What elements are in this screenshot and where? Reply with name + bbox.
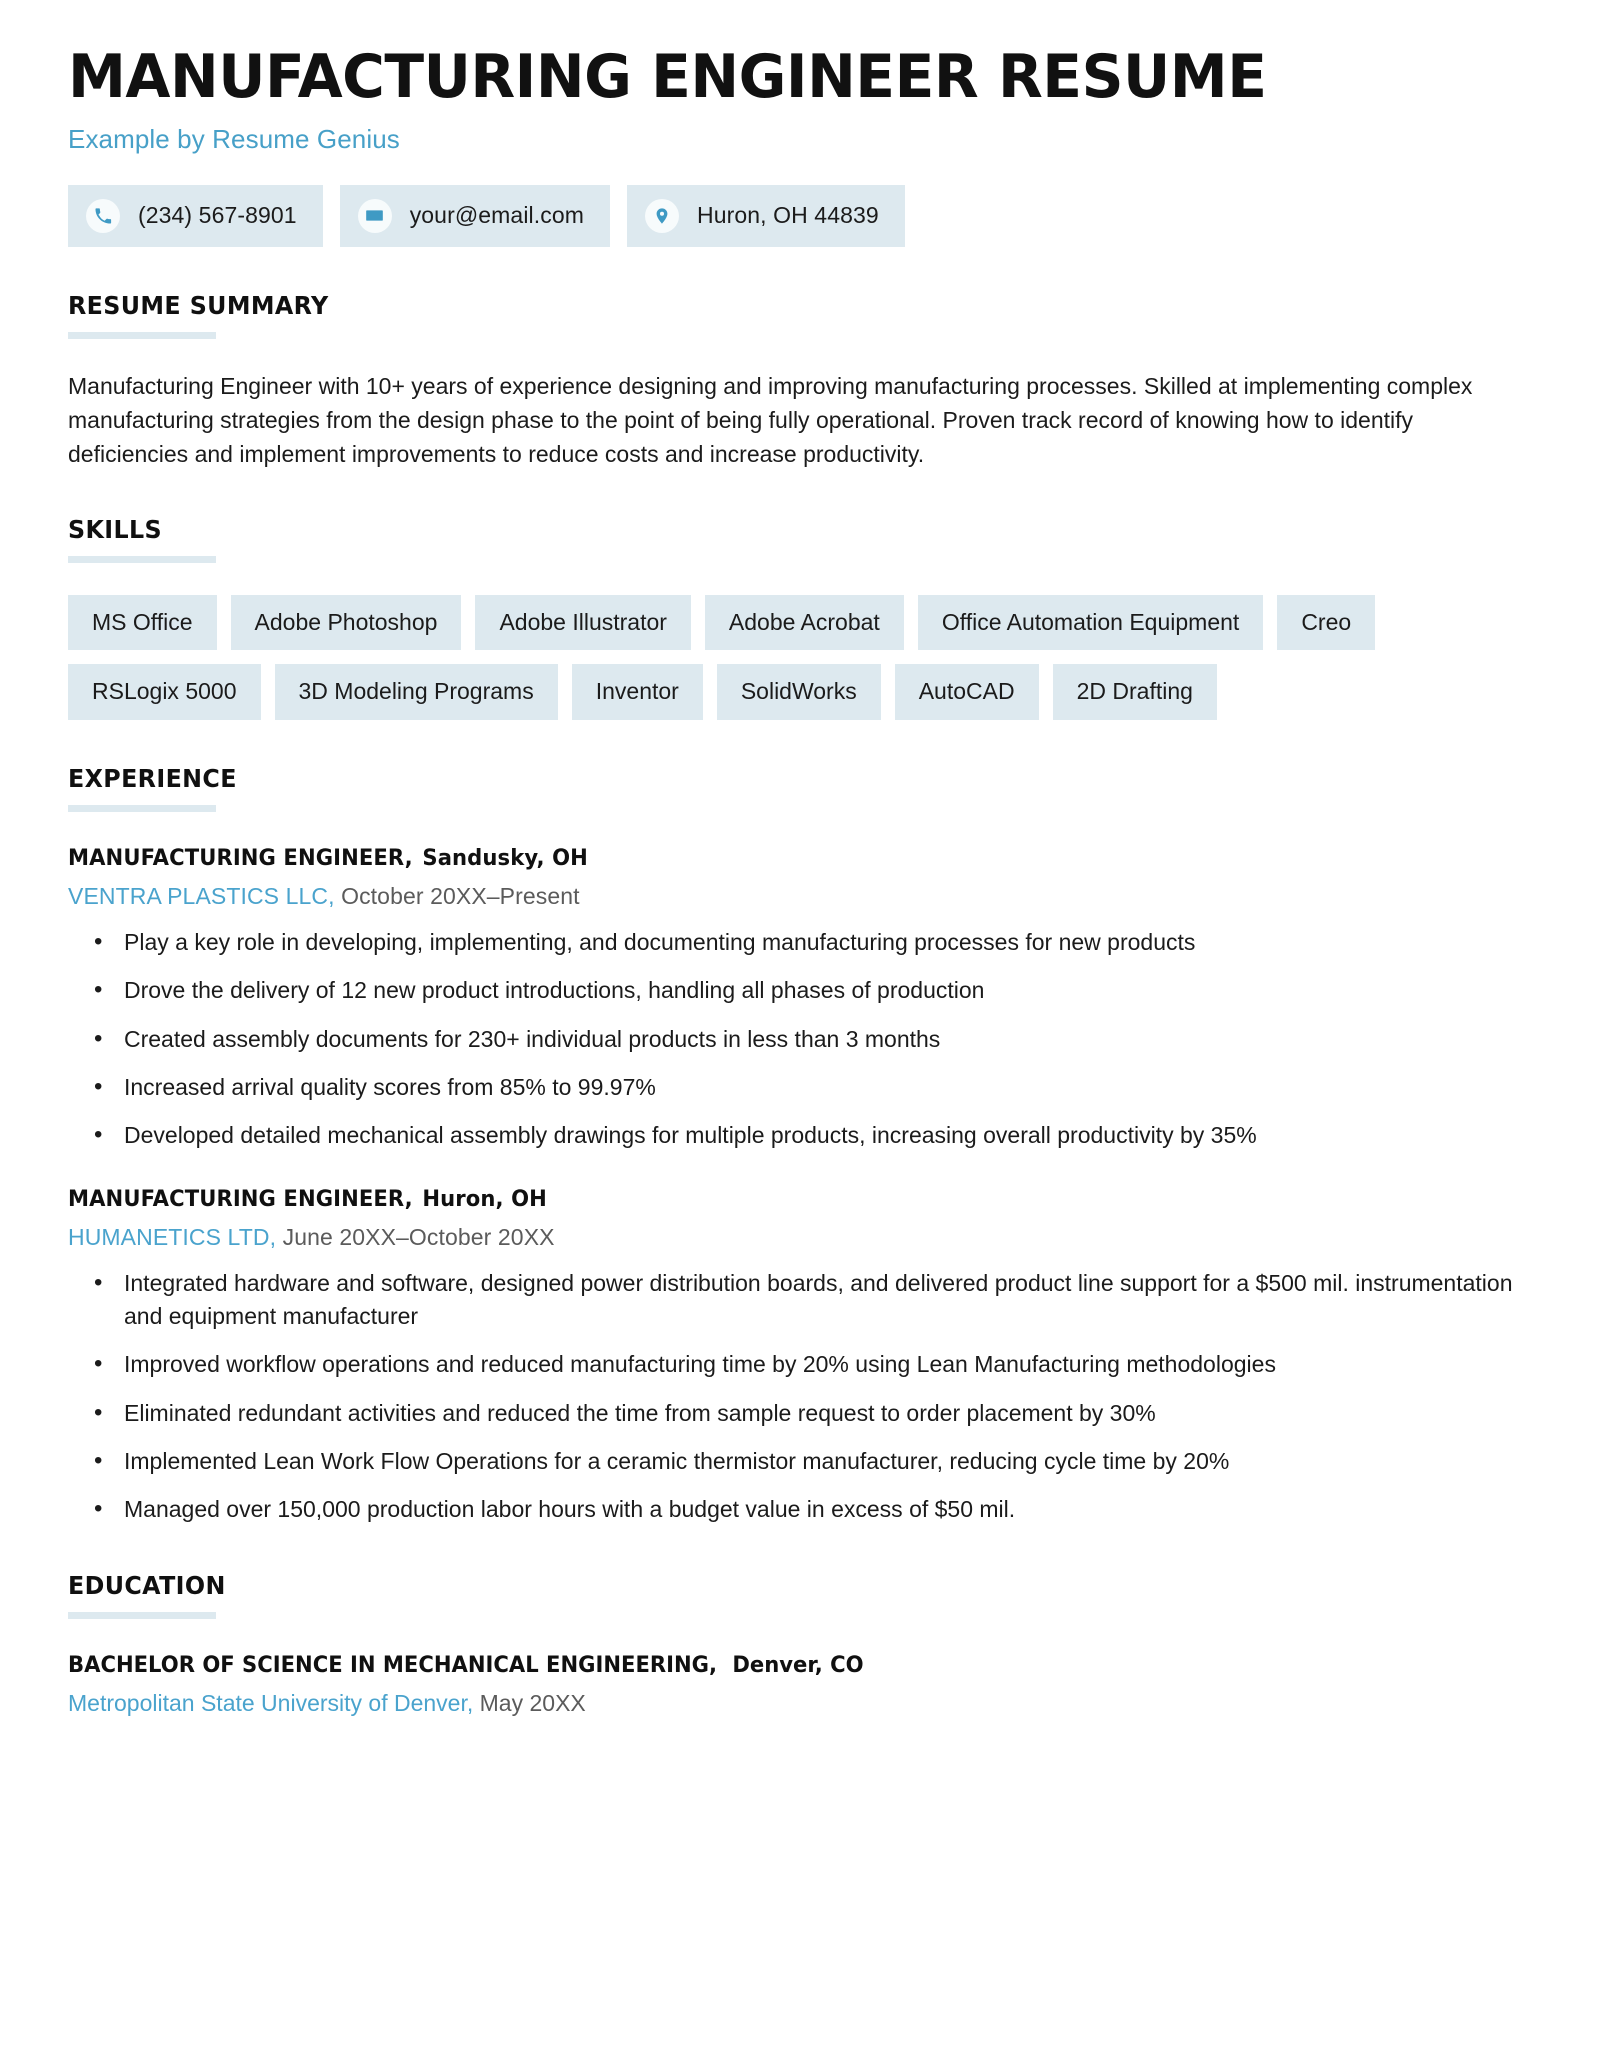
contact-email-value: your@email.com	[409, 202, 584, 229]
section-divider	[68, 805, 216, 812]
skill-pill: Adobe Acrobat	[705, 595, 904, 651]
job-company: HUMANETICS LTD,	[68, 1223, 277, 1250]
experience-entry	[68, 1187, 1538, 1527]
list-item: • Eliminated redundant activities and reduced the time from sample request to order placement by 30%	[124, 1397, 1524, 1430]
experience-entry	[68, 846, 1538, 1153]
section-skills	[68, 515, 1538, 720]
education-title-line	[68, 1653, 1479, 1678]
section-divider	[68, 1612, 216, 1619]
contact-item-location[interactable]	[627, 185, 905, 247]
skills-list	[68, 595, 1508, 720]
location-pin-icon	[645, 199, 679, 233]
page-title: MANUFACTURING ENGINEER RESUME	[68, 42, 1267, 112]
contact-item-email[interactable]	[340, 185, 610, 247]
section-divider	[68, 332, 216, 339]
list-item: • Increased arrival quality scores from 85% to 99.97%	[124, 1071, 1524, 1104]
phone-icon	[86, 199, 120, 233]
resume-summary-text: Manufacturing Engineer with 10+ years of experience designing and improving manufacturing processes. Skilled at implementing complex manufacturing strategies from the design phase to the point of being fully operational. Proven track record of knowing how to identify deficiencies and implement improvements to reduce costs and increase productivity.	[68, 372, 1473, 467]
job-title-line	[68, 846, 1479, 871]
section-heading-skills: SKILLS	[68, 514, 163, 544]
job-bullet-list	[68, 1267, 1538, 1527]
job-role: MANUFACTURING ENGINEER,	[68, 1186, 413, 1212]
skill-pill: RSLogix 5000	[68, 664, 261, 720]
list-item: • Drove the delivery of 12 new product introductions, handling all phases of production	[124, 974, 1524, 1007]
list-item: • Implemented Lean Work Flow Operations for a ceramic thermistor manufacturer, reducing cycle time by 20%	[124, 1445, 1524, 1478]
contact-bar	[68, 185, 1538, 247]
page-subtitle: Example by Resume Genius	[68, 123, 400, 154]
education-date: May 20XX	[479, 1689, 586, 1716]
section-experience	[68, 764, 1538, 1527]
education-school: Metropolitan State University of Denver,	[68, 1689, 474, 1716]
skill-pill: Adobe Photoshop	[231, 595, 462, 651]
contact-location-value: Huron, OH 44839	[696, 202, 879, 229]
job-company: VENTRA PLASTICS LLC,	[68, 882, 335, 909]
job-dates: October 20XX–Present	[341, 882, 580, 909]
education-degree: BACHELOR OF SCIENCE IN MECHANICAL ENGINEERING,	[68, 1652, 718, 1678]
job-meta-line	[68, 1224, 1538, 1251]
skill-pill: 3D Modeling Programs	[275, 664, 558, 720]
skill-pill: SolidWorks	[717, 664, 881, 720]
skill-pill: MS Office	[68, 595, 217, 651]
education-entry	[68, 1653, 1538, 1717]
list-item: • Improved workflow operations and reduced manufacturing time by 20% using Lean Manufacturing methodologies	[124, 1348, 1524, 1381]
list-item: • Developed detailed mechanical assembly drawings for multiple products, increasing overall productivity by 35%	[124, 1119, 1524, 1152]
job-location: Sandusky, OH	[422, 845, 588, 871]
list-item: • Managed over 150,000 production labor hours with a budget value in excess of $50 mil.	[124, 1493, 1524, 1526]
section-heading-resume-summary: RESUME SUMMARY	[68, 290, 329, 320]
skill-pill: Adobe Illustrator	[475, 595, 690, 651]
skill-pill: AutoCAD	[895, 664, 1039, 720]
contact-phone-value: (234) 567-8901	[138, 202, 297, 229]
contact-item-phone[interactable]	[68, 185, 323, 247]
envelope-icon	[358, 199, 392, 233]
job-bullet-list	[68, 926, 1538, 1153]
list-item: • Created assembly documents for 230+ individual products in less than 3 months	[124, 1023, 1524, 1056]
section-divider	[68, 556, 216, 563]
section-heading-experience: EXPERIENCE	[68, 763, 237, 793]
job-role: MANUFACTURING ENGINEER,	[68, 845, 413, 871]
skill-pill: Inventor	[572, 664, 703, 720]
list-item: • Play a key role in developing, implementing, and documenting manufacturing processes for new products	[124, 926, 1524, 959]
skill-pill: Creo	[1277, 595, 1375, 651]
section-resume-summary	[68, 291, 1538, 471]
education-meta-line	[68, 1690, 1538, 1717]
job-meta-line	[68, 883, 1538, 910]
section-education	[68, 1571, 1538, 1717]
education-location: Denver, CO	[732, 1652, 864, 1678]
section-heading-education: EDUCATION	[68, 1570, 226, 1600]
job-dates: June 20XX–October 20XX	[282, 1223, 555, 1250]
skill-pill: 2D Drafting	[1053, 664, 1217, 720]
list-item: • Integrated hardware and software, designed power distribution boards, and delivered product line support for a $500 mil. instrumentation and equipment manufacturer	[124, 1267, 1524, 1334]
job-location: Huron, OH	[422, 1186, 547, 1212]
skill-pill: Office Automation Equipment	[918, 595, 1263, 651]
job-title-line	[68, 1187, 1479, 1212]
